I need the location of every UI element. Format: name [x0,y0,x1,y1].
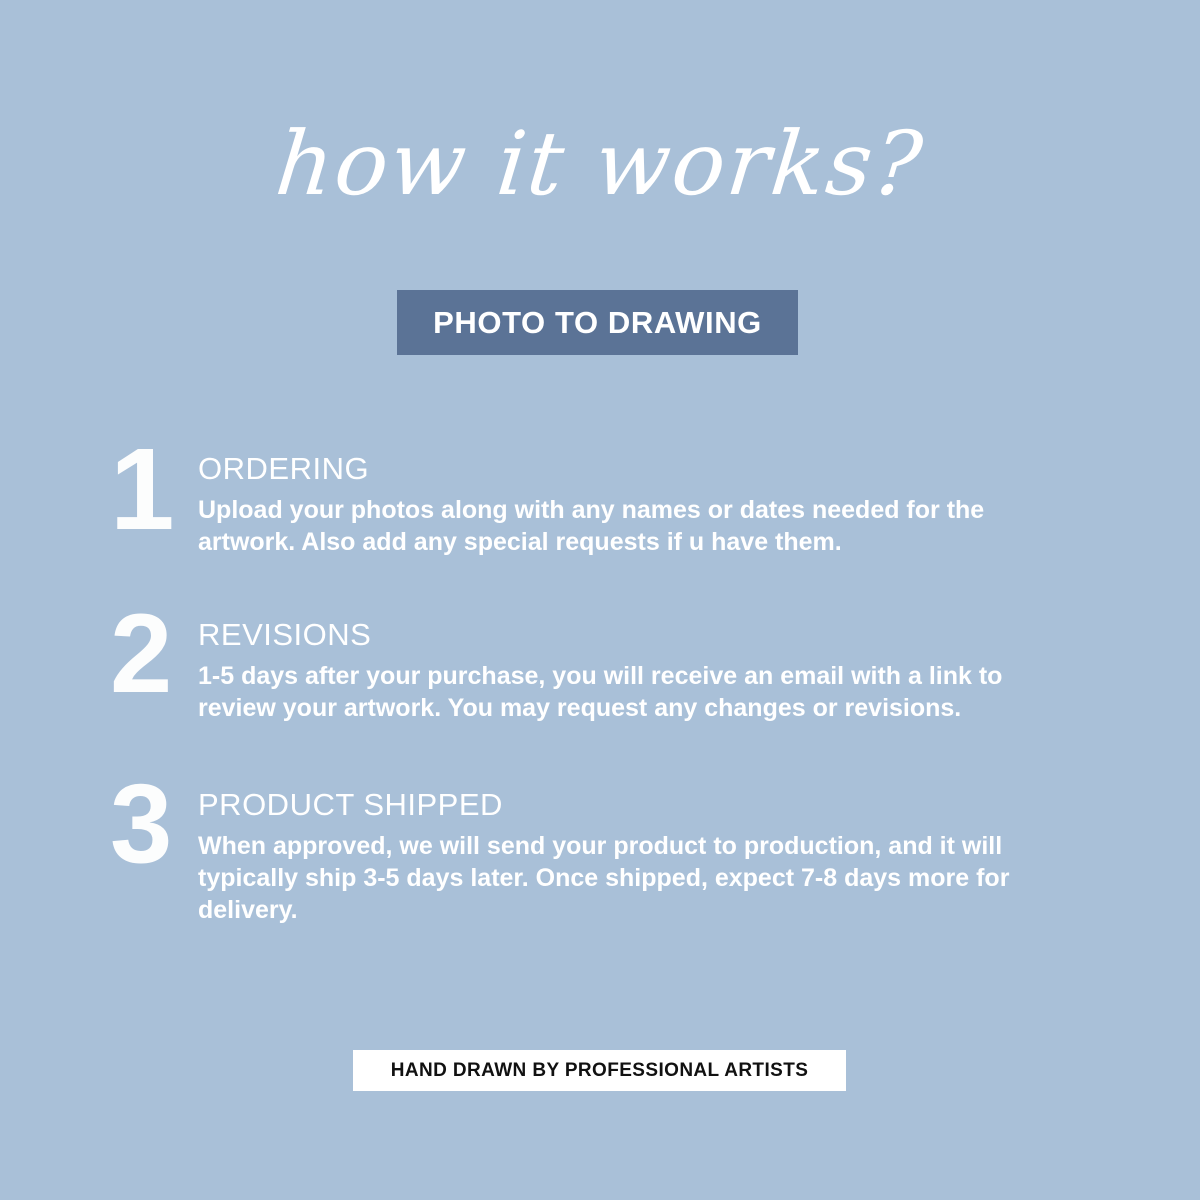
steps-list [0,424,1200,974]
step-title: REVISIONS [198,617,372,653]
step-title: ORDERING [198,451,370,486]
step-description: 1-5 days after your purchase, you will receive an email with a link to review your artwork. You may request any changes or revisions. [198,662,1003,723]
step-body [198,440,1078,558]
step-title: PRODUCT SHIPPED [198,787,503,823]
step-body [198,776,1078,926]
step-description: Upload your photos along with any names or dates needed for the artwork. Also add any special requests if u have them. [198,496,985,557]
step-number: 2 [110,591,171,717]
subtitle-label: PHOTO TO DRAWING [433,305,762,340]
page-title: how it works? [271,112,929,215]
footer-badge [353,1050,846,1091]
step-body [198,606,1078,724]
list-item [0,591,1200,724]
list-item [0,761,1200,926]
subtitle-banner [397,290,798,355]
step-number: 1 [110,424,173,554]
list-item [0,424,1200,558]
step-description: When approved, we will send your product to production, and it will typically ship 3-5 days later. Once shipped, expect 7-8 days more for delivery. [198,832,1010,925]
footer-badge-label: HAND DRAWN BY PROFESSIONAL ARTISTS [390,1060,809,1081]
step-number: 3 [110,761,171,887]
